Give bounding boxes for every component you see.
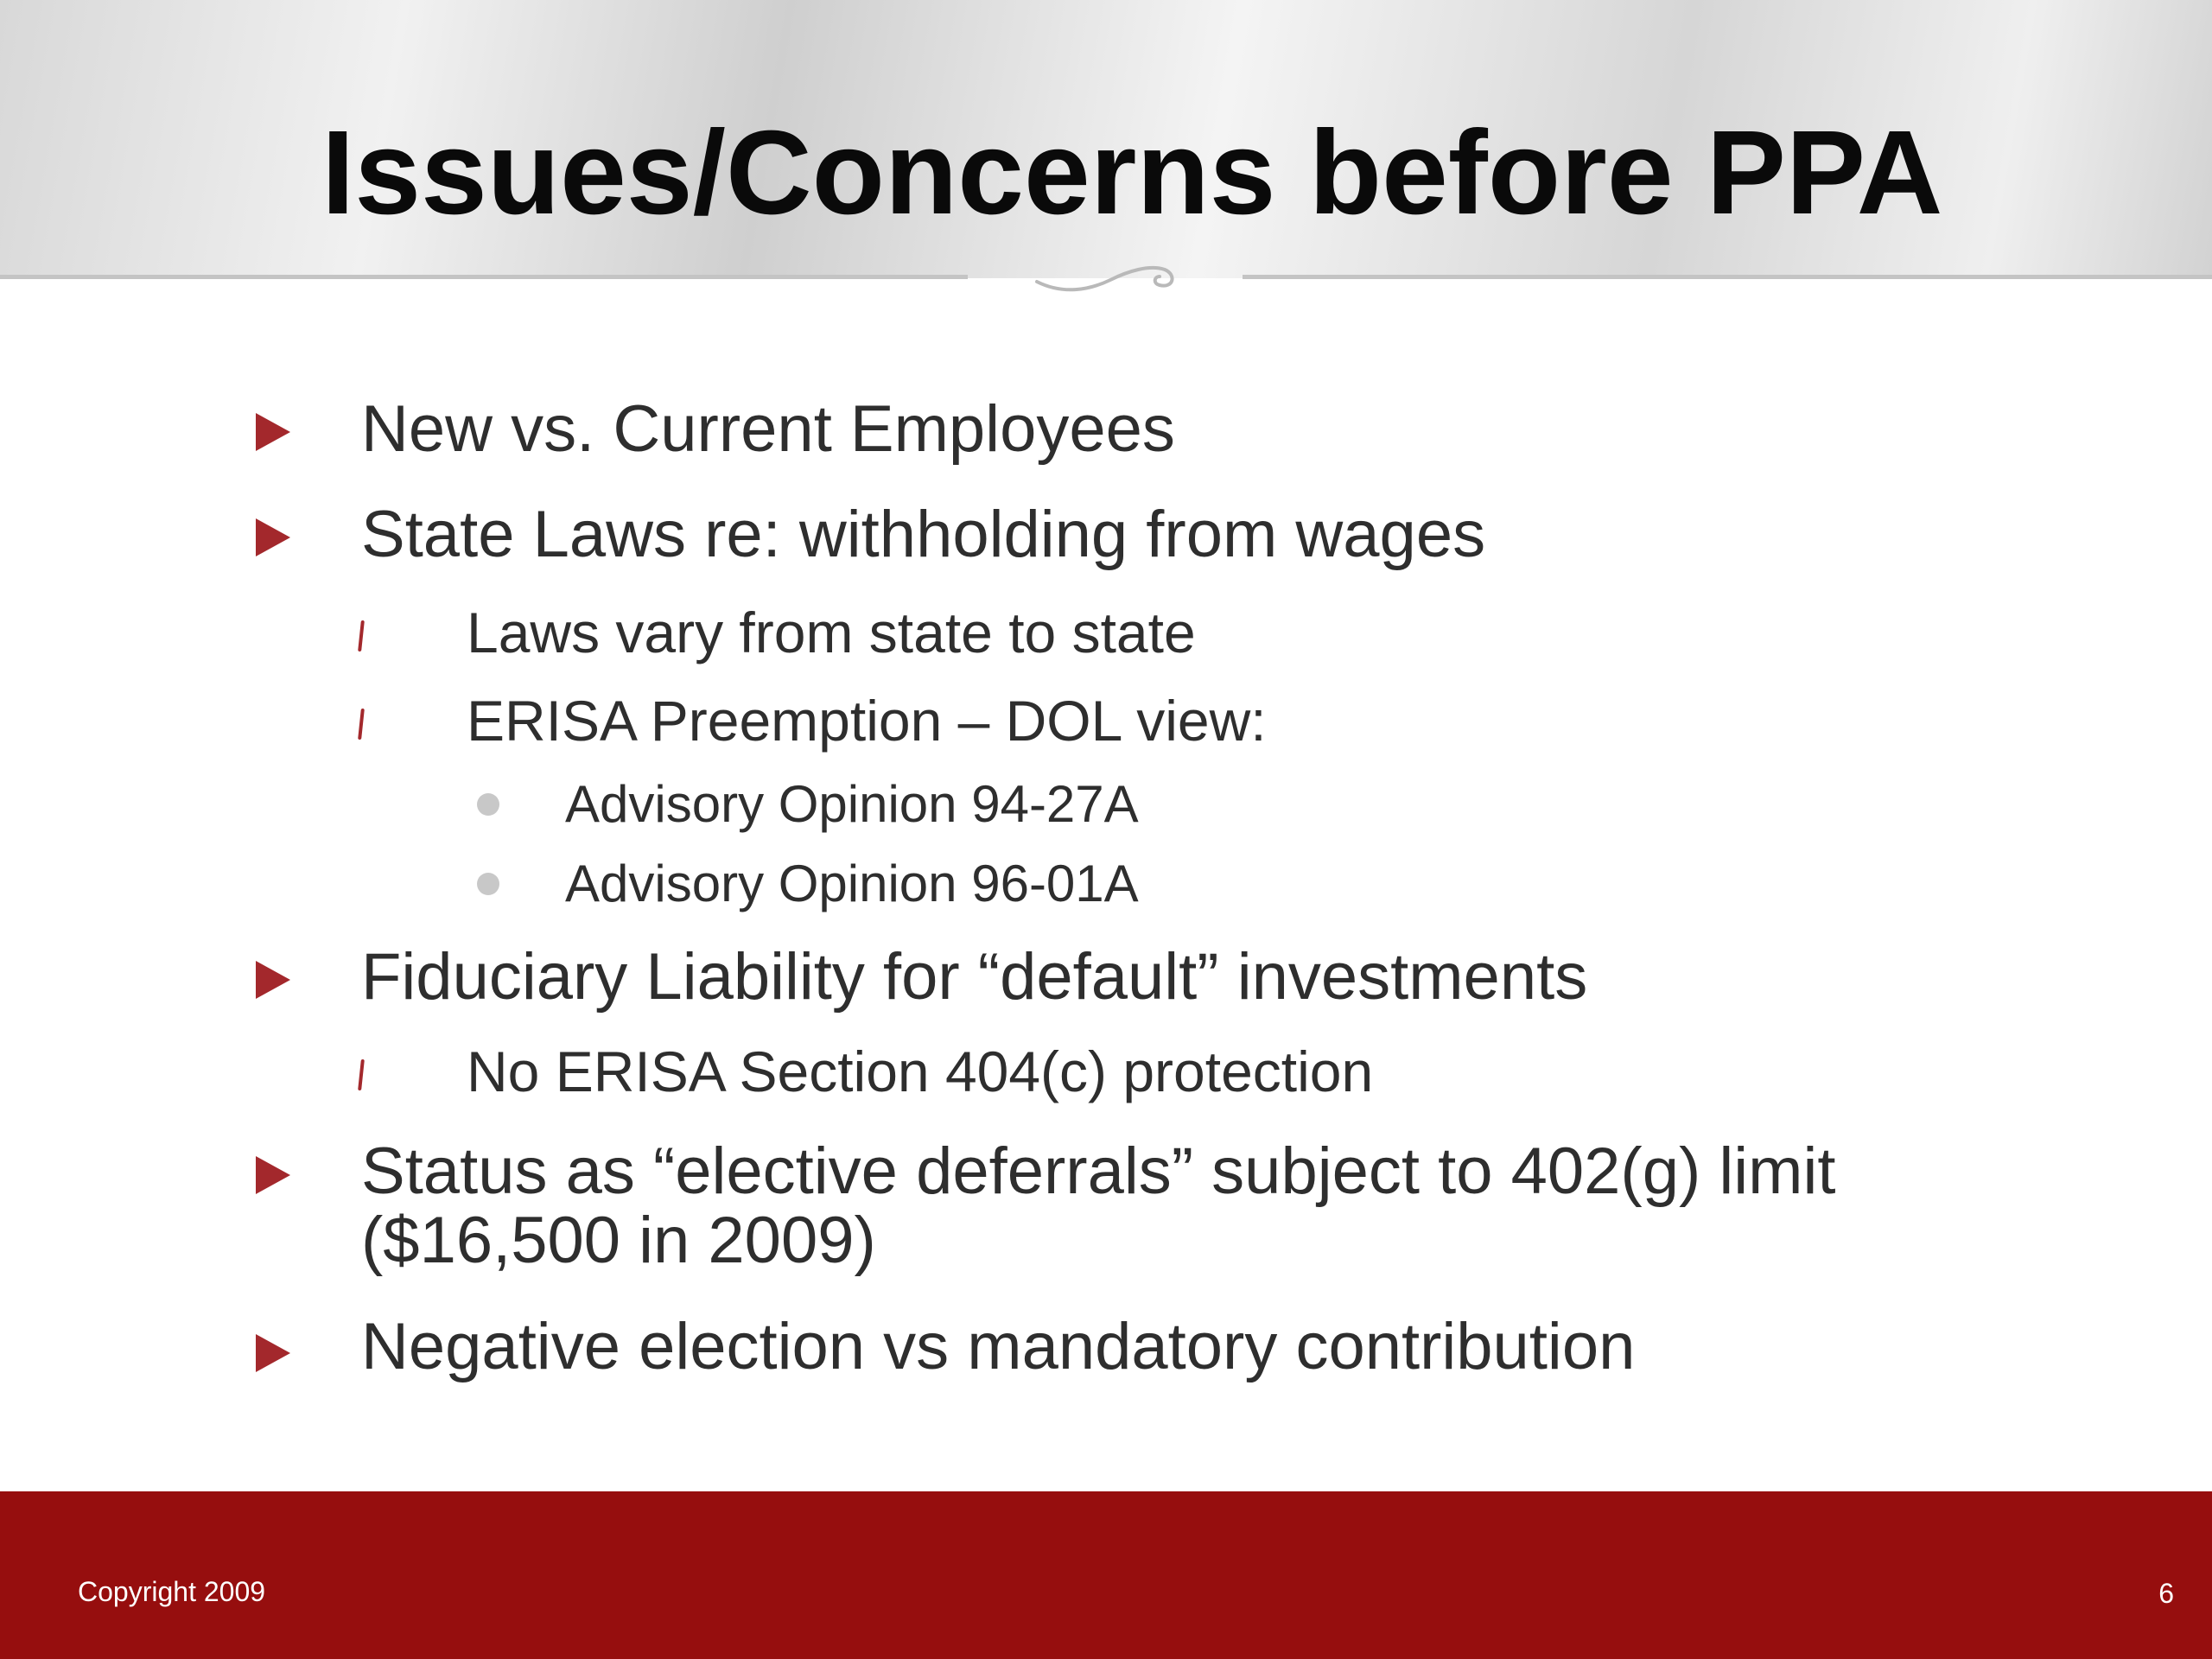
bullet-arrow-icon [256,413,290,451]
bullet-fiduciary-liability: Fiduciary Liability for “default” investments [361,940,1588,1014]
page-number: 6 [2158,1578,2174,1609]
sub-bullet-tick-icon [358,620,365,652]
footer-bar [0,1491,2212,1659]
sub-sub-bullet-opinion-96: Advisory Opinion 96-01A [565,855,1139,912]
bullet-new-vs-current: New vs. Current Employees [361,392,1175,466]
bullet-arrow-icon [256,518,290,556]
bullet-arrow-icon [256,1334,290,1372]
sub-sub-bullet-dot-icon [477,793,499,816]
bullet-arrow-icon [256,1156,290,1194]
slide-title: Issues/Concerns before PPA [321,106,1943,239]
sub-sub-bullet-dot-icon [477,873,499,895]
copyright-text: Copyright 2009 [78,1576,266,1607]
bullet-state-laws: State Laws re: withholding from wages [361,498,1486,571]
sub-bullet-erisa-preemption: ERISA Preemption – DOL view: [467,689,1267,753]
sub-bullet-tick-icon [358,1059,365,1090]
bullet-negative-election: Negative election vs mandatory contribution [361,1310,1636,1383]
bullet-arrow-icon [256,961,290,999]
sub-bullet-404c: No ERISA Section 404(c) protection [467,1039,1374,1103]
sub-bullet-laws-vary: Laws vary from state to state [467,601,1196,664]
sub-sub-bullet-opinion-94: Advisory Opinion 94-27A [565,775,1139,833]
bullet-elective-deferrals: Status as “elective deferrals” subject to 402(g) limit ($16,500 in 2009) [361,1135,1836,1277]
sub-bullet-tick-icon [358,709,365,740]
